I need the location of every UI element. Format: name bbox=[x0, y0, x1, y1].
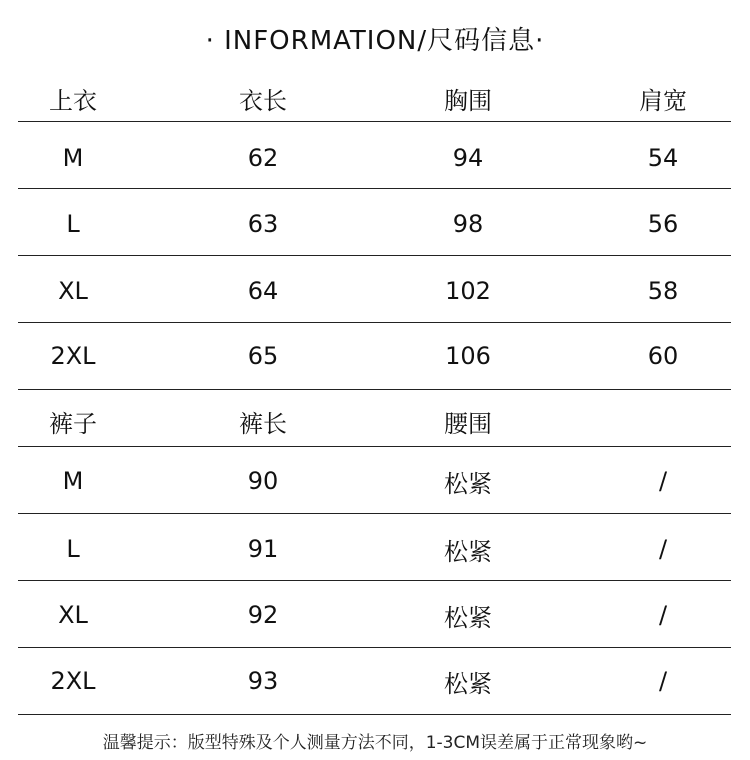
table-row bbox=[18, 448, 731, 514]
value-cell: 54 bbox=[647, 144, 679, 172]
table-row bbox=[18, 323, 731, 389]
value-cell: 102 bbox=[445, 277, 491, 305]
page-title: · INFORMATION/尺码信息· bbox=[205, 26, 545, 56]
table-row bbox=[18, 648, 731, 714]
size-cell: 2XL bbox=[50, 667, 96, 695]
value-cell: 松紧 bbox=[444, 469, 492, 498]
table-row bbox=[18, 125, 731, 191]
value-cell: 松紧 bbox=[444, 669, 492, 698]
value-cell: 65 bbox=[247, 342, 279, 370]
size-cell: XL bbox=[58, 277, 88, 305]
value-cell: / bbox=[658, 467, 668, 495]
value-cell: / bbox=[658, 535, 668, 563]
table-row bbox=[18, 191, 731, 257]
size-cell: L bbox=[66, 535, 80, 563]
divider bbox=[18, 389, 731, 390]
size-cell: M bbox=[62, 144, 84, 172]
divider bbox=[18, 714, 731, 715]
value-cell: 90 bbox=[247, 467, 279, 495]
value-cell: 松紧 bbox=[444, 537, 492, 566]
footer-note: 温馨提示：版型特殊及个人测量方法不同，1-3CM误差属于正常现象哟~ bbox=[102, 733, 648, 753]
divider bbox=[18, 188, 731, 189]
value-cell: 62 bbox=[247, 144, 279, 172]
header-cell-waist: 腰围 bbox=[444, 409, 492, 438]
header-cell-chest: 胸围 bbox=[444, 86, 492, 115]
divider bbox=[18, 255, 731, 256]
size-cell: L bbox=[66, 210, 80, 238]
header-cell-shoulder: 肩宽 bbox=[639, 86, 687, 115]
value-cell: 106 bbox=[445, 342, 491, 370]
header-cell-top-category: 上衣 bbox=[49, 86, 97, 115]
value-cell: 93 bbox=[247, 667, 279, 695]
divider bbox=[18, 580, 731, 581]
size-cell: 2XL bbox=[50, 342, 96, 370]
value-cell: 98 bbox=[452, 210, 484, 238]
value-cell: 松紧 bbox=[444, 603, 492, 632]
header-cell-empty bbox=[598, 393, 728, 449]
divider bbox=[18, 446, 731, 447]
value-cell: 94 bbox=[452, 144, 484, 172]
size-cell: XL bbox=[58, 601, 88, 629]
bottom-table-header bbox=[18, 393, 731, 449]
header-cell-pants-length: 裤长 bbox=[239, 409, 287, 438]
top-table-header bbox=[18, 70, 731, 126]
value-cell: / bbox=[658, 601, 668, 629]
size-cell: M bbox=[62, 467, 84, 495]
table-row bbox=[18, 582, 731, 648]
value-cell: 64 bbox=[247, 277, 279, 305]
divider bbox=[18, 513, 731, 514]
table-row bbox=[18, 258, 731, 324]
table-row bbox=[18, 516, 731, 582]
divider bbox=[18, 121, 731, 122]
value-cell: 60 bbox=[647, 342, 679, 370]
value-cell: / bbox=[658, 667, 668, 695]
header-cell-length: 衣长 bbox=[239, 86, 287, 115]
value-cell: 58 bbox=[647, 277, 679, 305]
value-cell: 56 bbox=[647, 210, 679, 238]
value-cell: 91 bbox=[247, 535, 279, 563]
value-cell: 92 bbox=[247, 601, 279, 629]
value-cell: 63 bbox=[247, 210, 279, 238]
header-cell-pants-category: 裤子 bbox=[49, 409, 97, 438]
